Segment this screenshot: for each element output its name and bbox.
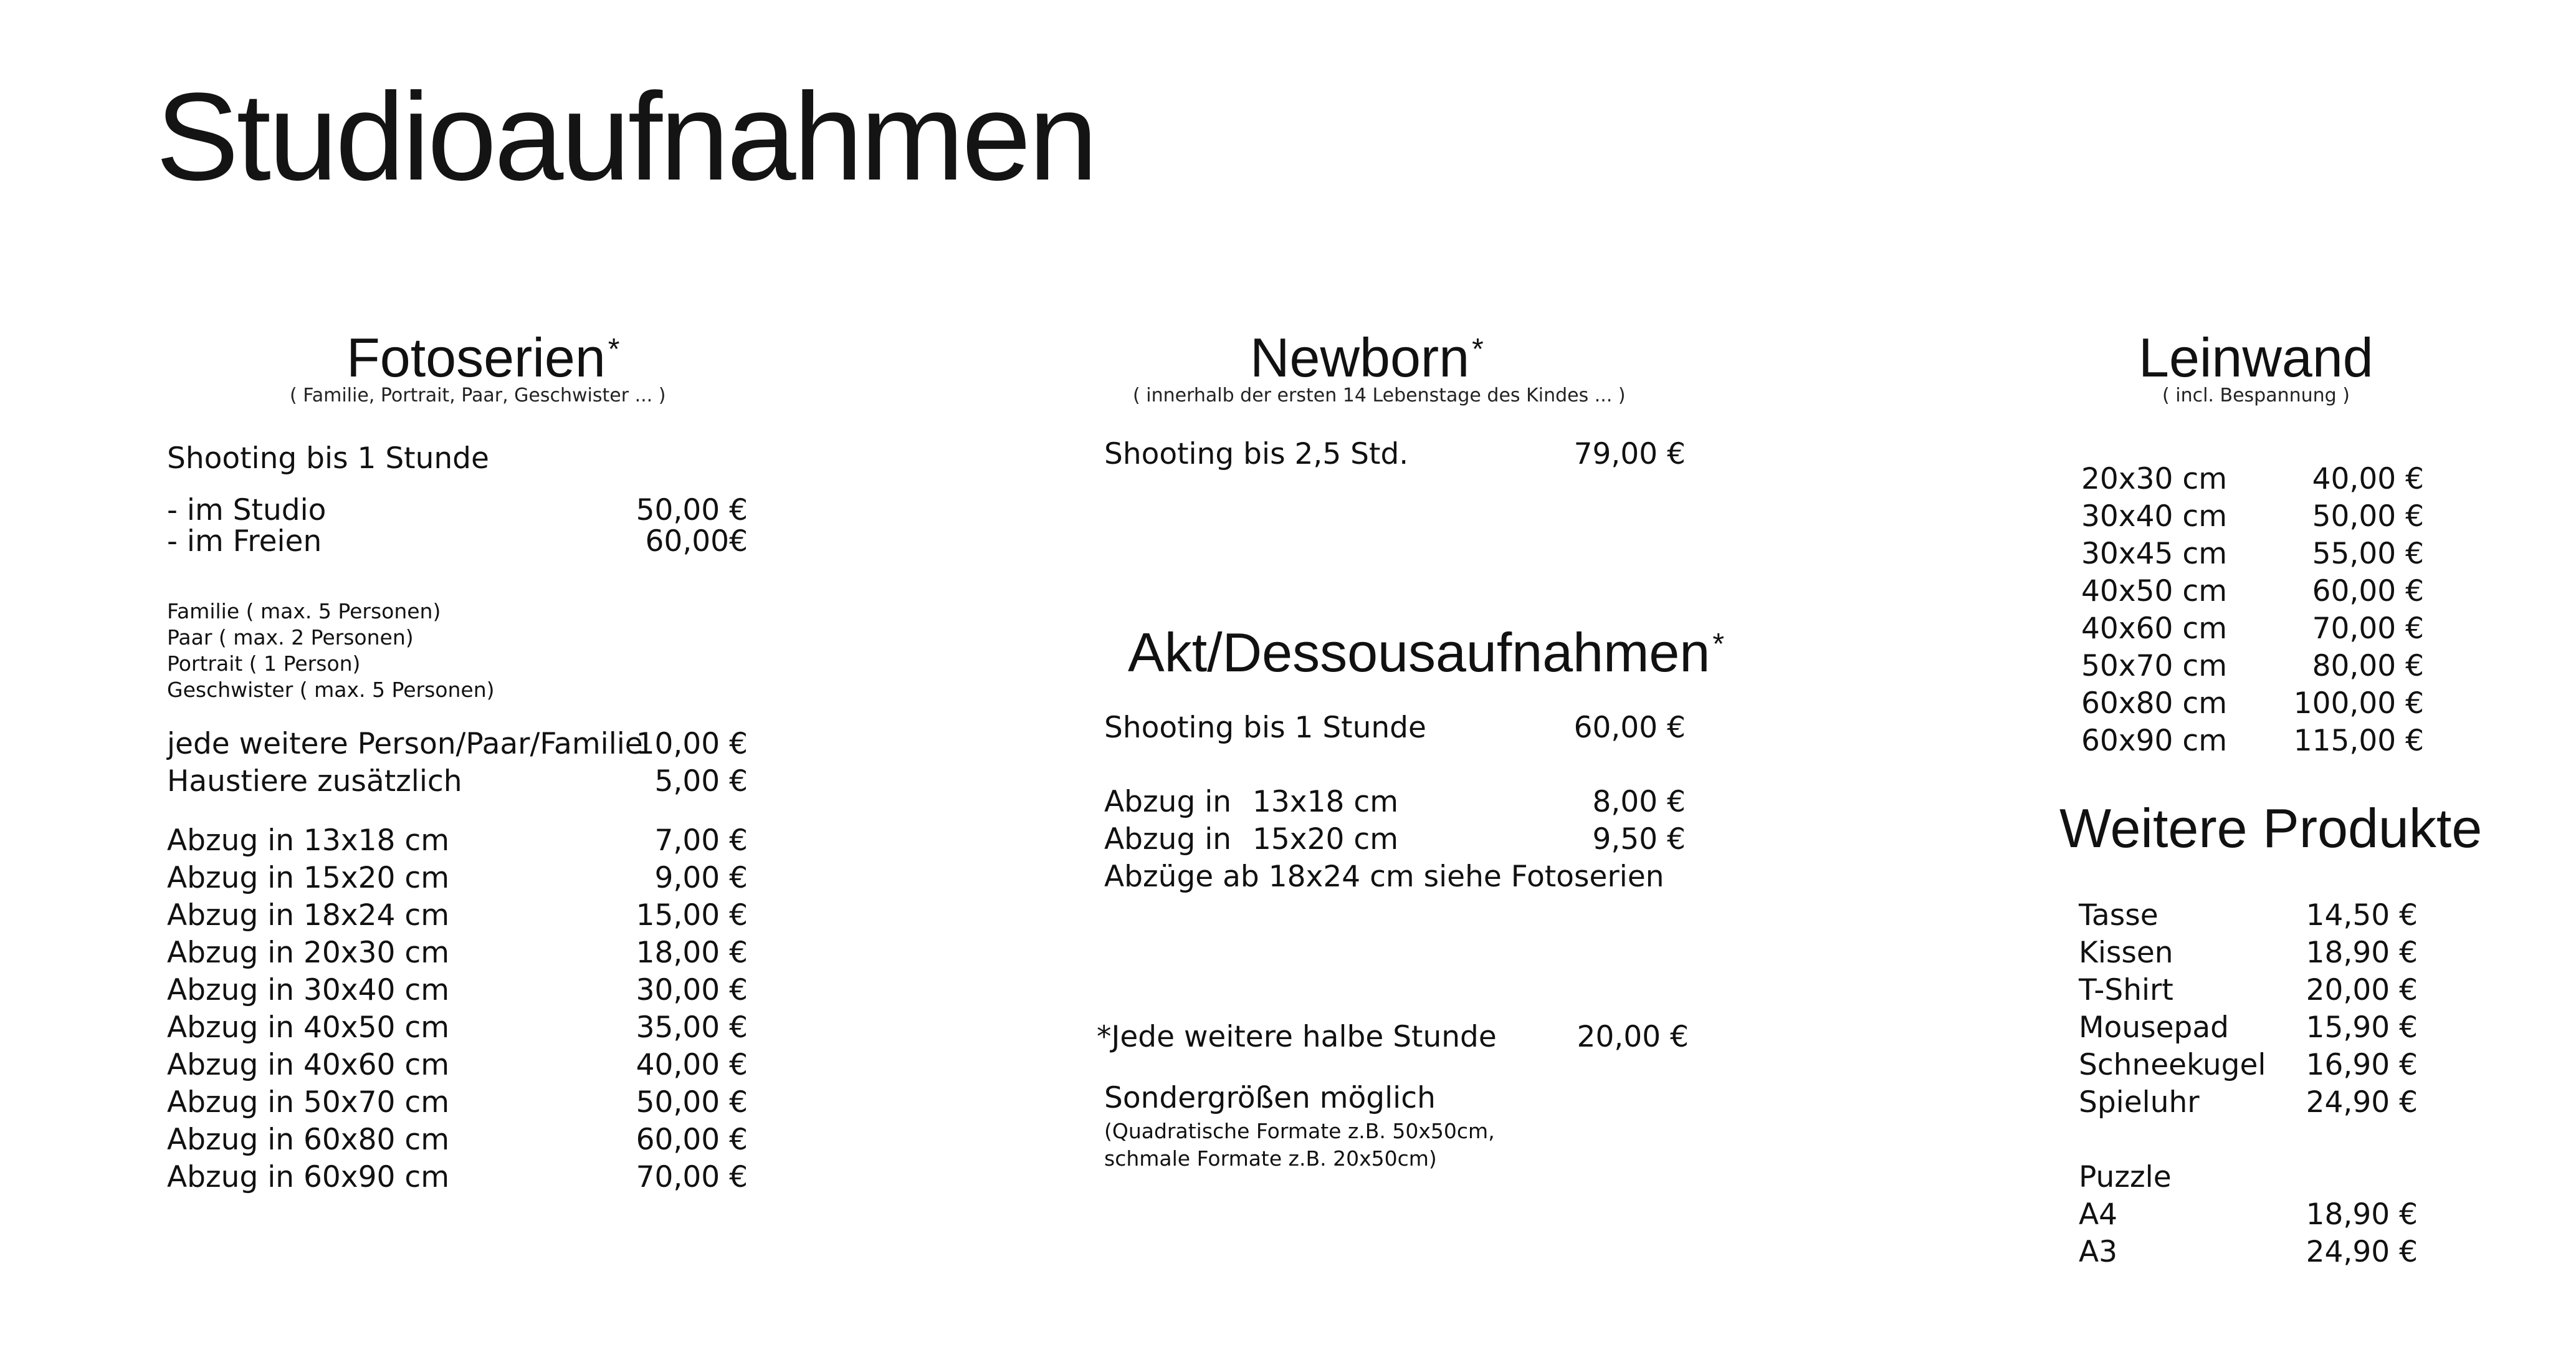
- produkt-label: Schneekugel: [2079, 1048, 2266, 1082]
- print-label: Abzug in 15x20 cm: [167, 861, 449, 895]
- print-label: Abzug in 60x80 cm: [167, 1123, 449, 1157]
- leinwand-price: 50,00 €: [2312, 499, 2424, 534]
- print-label: Abzug in 40x60 cm: [167, 1048, 449, 1082]
- puzzle-label: Puzzle: [2079, 1160, 2172, 1194]
- print-label: Abzug in 18x24 cm: [167, 898, 449, 933]
- fotoserien-heading: [346, 327, 620, 388]
- puzzle-format-label: A4: [2079, 1197, 2118, 1232]
- leinwand-price: 70,00 €: [2312, 611, 2424, 646]
- print-price: 9,00 €: [654, 861, 748, 895]
- akt-print-size: 13x18 cm: [1252, 785, 1398, 819]
- akt-print-label: Abzug in: [1104, 822, 1232, 856]
- produkt-label: T-Shirt: [2079, 973, 2173, 1007]
- leinwand-price: 115,00 €: [2293, 724, 2424, 758]
- akt-heading-text: Akt/Dessousaufnahmen: [1128, 621, 1710, 683]
- akt-shooting-label: Shooting bis 1 Stunde: [1104, 711, 1426, 745]
- newborn-heading-text: Newborn: [1250, 327, 1470, 388]
- extra-price: 5,00 €: [654, 764, 748, 798]
- akt-print-label: Abzug in: [1104, 785, 1232, 819]
- extra-price: 10,00 €: [636, 727, 748, 761]
- halbe-stunde-price: 20,00 €: [1577, 1020, 1689, 1054]
- studio-price: 50,00 €: [636, 493, 748, 527]
- fotoserien-shooting: Shooting bis 1 Stunde: [167, 441, 489, 476]
- leinwand-heading: Leinwand: [2139, 327, 2373, 388]
- fotoserien-asterisk: *: [608, 333, 620, 366]
- produkt-label: Kissen: [2079, 936, 2173, 970]
- leinwand-subtitle: ( incl. Bespannung ): [2162, 385, 2350, 406]
- note-familie: Familie ( max. 5 Personen): [167, 599, 441, 623]
- halbe-stunde-label: *Jede weitere halbe Stunde: [1097, 1020, 1497, 1054]
- print-price: 70,00 €: [636, 1160, 748, 1194]
- print-price: 60,00 €: [636, 1123, 748, 1157]
- leinwand-price: 60,00 €: [2312, 574, 2424, 608]
- leinwand-size: 40x60 cm: [2081, 611, 2227, 646]
- akt-print-price: 9,50 €: [1592, 822, 1686, 856]
- produkt-price: 16,90 €: [2306, 1048, 2418, 1082]
- leinwand-size: 20x30 cm: [2081, 462, 2227, 496]
- print-label: Abzug in 60x90 cm: [167, 1160, 449, 1194]
- leinwand-size: 30x40 cm: [2081, 499, 2227, 534]
- leinwand-price: 80,00 €: [2312, 649, 2424, 683]
- print-price: 18,00 €: [636, 936, 748, 970]
- print-price: 7,00 €: [654, 823, 748, 858]
- akt-asterisk: *: [1712, 628, 1724, 661]
- leinwand-size: 60x80 cm: [2081, 686, 2227, 721]
- akt-note: Abzüge ab 18x24 cm siehe Fotoserien: [1104, 860, 1664, 894]
- leinwand-price: 100,00 €: [2293, 686, 2424, 721]
- leinwand-size: 50x70 cm: [2081, 649, 2227, 683]
- note-paar: Paar ( max. 2 Personen): [167, 625, 414, 650]
- print-label: Abzug in 30x40 cm: [167, 973, 449, 1007]
- puzzle-format-price: 18,90 €: [2306, 1197, 2418, 1232]
- akt-shooting-price: 60,00 €: [1573, 711, 1686, 745]
- sondergroessen-note-2: schmale Formate z.B. 20x50cm): [1104, 1146, 1437, 1171]
- newborn-asterisk: *: [1472, 333, 1484, 366]
- akt-print-price: 8,00 €: [1592, 785, 1686, 819]
- produkt-price: 14,50 €: [2306, 898, 2418, 933]
- print-label: Abzug in 50x70 cm: [167, 1085, 449, 1120]
- studio-label: - im Studio: [167, 493, 327, 527]
- produkt-label: Spieluhr: [2079, 1085, 2200, 1120]
- newborn-shooting-label: Shooting bis 2,5 Std.: [1104, 437, 1409, 471]
- extra-label: jede weitere Person/Paar/Familie: [167, 727, 643, 761]
- sondergroessen-note-1: (Quadratische Formate z.B. 50x50cm,: [1104, 1119, 1495, 1143]
- print-label: Abzug in 40x50 cm: [167, 1010, 449, 1045]
- puzzle-format-label: A3: [2079, 1235, 2118, 1269]
- produkt-price: 24,90 €: [2306, 1085, 2418, 1120]
- produkt-price: 20,00 €: [2306, 973, 2418, 1007]
- leinwand-price: 40,00 €: [2312, 462, 2424, 496]
- freien-price: 60,00€: [645, 524, 748, 559]
- leinwand-size: 40x50 cm: [2081, 574, 2227, 608]
- print-price: 40,00 €: [636, 1048, 748, 1082]
- page-title: Studioaufnahmen: [156, 67, 1095, 206]
- print-label: Abzug in 20x30 cm: [167, 936, 449, 970]
- sondergroessen-label: Sondergrößen möglich: [1104, 1081, 1436, 1115]
- weitere-produkte-heading: Weitere Produkte: [2059, 797, 2483, 859]
- puzzle-format-price: 24,90 €: [2306, 1235, 2418, 1269]
- print-price: 30,00 €: [636, 973, 748, 1007]
- extra-label: Haustiere zusätzlich: [167, 764, 462, 798]
- produkt-label: Tasse: [2079, 898, 2159, 933]
- print-price: 15,00 €: [636, 898, 748, 933]
- produkt-price: 18,90 €: [2306, 936, 2418, 970]
- leinwand-price: 55,00 €: [2312, 537, 2424, 571]
- fotoserien-subtitle: ( Familie, Portrait, Paar, Geschwister ... ): [290, 385, 666, 406]
- leinwand-size: 60x90 cm: [2081, 724, 2227, 758]
- akt-print-size: 15x20 cm: [1252, 822, 1398, 856]
- produkt-price: 15,90 €: [2306, 1010, 2418, 1045]
- freien-label: - im Freien: [167, 524, 322, 559]
- print-price: 35,00 €: [636, 1010, 748, 1045]
- newborn-subtitle: ( innerhalb der ersten 14 Lebenstage des Kindes ... ): [1133, 385, 1626, 406]
- print-price: 50,00 €: [636, 1085, 748, 1120]
- newborn-shooting-price: 79,00 €: [1573, 437, 1686, 471]
- akt-heading: [1128, 621, 1724, 683]
- print-label: Abzug in 13x18 cm: [167, 823, 449, 858]
- note-geschwister: Geschwister ( max. 5 Personen): [167, 678, 495, 702]
- leinwand-size: 30x45 cm: [2081, 537, 2227, 571]
- fotoserien-heading-text: Fotoserien: [346, 327, 606, 388]
- newborn-heading: [1250, 327, 1484, 388]
- produkt-label: Mousepad: [2079, 1010, 2229, 1045]
- note-portrait: Portrait ( 1 Person): [167, 651, 361, 676]
